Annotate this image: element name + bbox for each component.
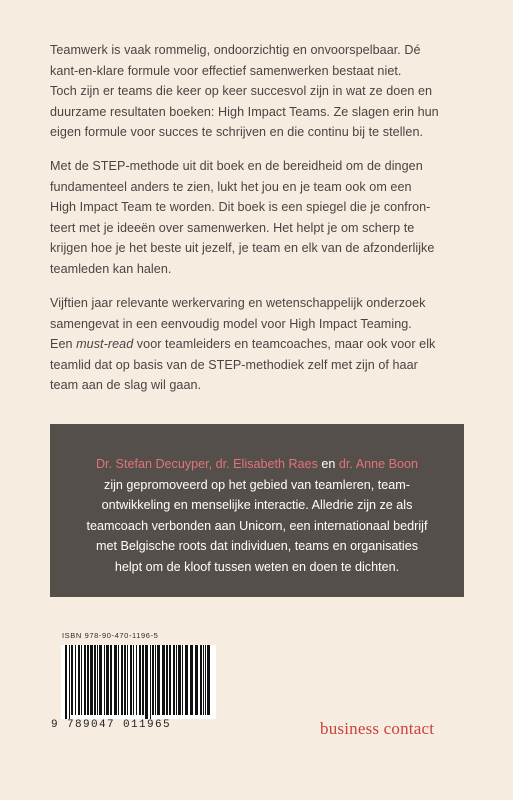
barcode-bar	[162, 645, 165, 715]
barcode-bar	[176, 645, 177, 715]
author-name-last: dr. Anne Boon	[338, 457, 419, 471]
bio-line: ontwikkeling en menselijke interactie. Alledrie zijn ze als	[101, 498, 413, 513]
barcode-bar	[185, 645, 188, 715]
isbn-label: ISBN 978-90-470-1196-5	[62, 631, 159, 640]
barcode-bar	[121, 645, 123, 715]
barcode-bar	[69, 645, 70, 719]
authors-bio	[50, 454, 464, 578]
text-line: eigen formule voor succes te schrijven en die continu bij te stellen.	[50, 125, 424, 140]
barcode-bar	[75, 645, 76, 715]
barcode-bar	[97, 645, 98, 715]
barcode-bar	[207, 645, 210, 715]
text-line: Teamwerk is vaak rommelig, ondoorzichtig en onvoorspelbaar. Dé	[50, 43, 421, 57]
text-line: duurzame resultaten boeken: High Impact Teams. Ze slagen erin hun	[50, 104, 439, 119]
barcode-bar	[65, 645, 67, 719]
barcode-bar	[195, 645, 198, 715]
text-segment: voor teamleiders en teamcoaches, maar ook voor elk	[133, 337, 436, 352]
text-line	[50, 334, 470, 355]
text-line: teamlid dat op basis van de STEP-methodiek zelf met zijn of haar	[50, 357, 418, 372]
text-line: Vijftien jaar relevante werkervaring en wetenschappelijk onderzoek	[50, 296, 426, 310]
bio-line: zijn gepromoveerd op het gebied van teamleren, team-	[104, 477, 410, 492]
barcode-bar	[173, 645, 175, 715]
barcode-bar	[139, 645, 141, 715]
barcode-bar	[157, 645, 160, 715]
barcode-bar	[169, 645, 171, 715]
barcode-bar	[71, 645, 73, 715]
barcode-bar	[203, 645, 204, 715]
barcode-bar	[87, 645, 89, 715]
barcode-bar	[145, 645, 148, 719]
barcode-bar	[84, 645, 86, 715]
barcode-bar	[78, 645, 80, 715]
text-line: High Impact Team te worden. Dit boek is een spiegel die je confron-	[50, 200, 431, 215]
author-names: Dr. Stefan Decuyper, dr. Elisabeth Raes	[95, 457, 318, 471]
barcode-bar	[190, 645, 193, 715]
barcode-bar	[124, 645, 126, 715]
must-read-emphasis: must-read	[76, 337, 134, 352]
barcode-bar	[99, 645, 102, 715]
barcode-bar	[182, 645, 183, 715]
bio-line: teamcoach verbonden aan Unicorn, een internationaal bedrijf	[86, 518, 428, 533]
barcode-bar	[106, 645, 109, 715]
text-line: krijgen hoe je het beste uit jezelf, je team en elk van de afzonderlijke	[50, 241, 435, 256]
barcode-bar	[127, 645, 128, 715]
barcode-bar	[152, 645, 154, 715]
and-word: en	[317, 457, 339, 471]
barcode-bar	[136, 645, 137, 715]
barcode-bar	[130, 645, 132, 715]
barcode-bar	[81, 645, 82, 715]
barcode-bar	[205, 645, 206, 715]
publisher-logo: business contact	[320, 719, 435, 738]
bio-line: met Belgische roots dat individuen, teams en organisaties	[95, 539, 419, 554]
text-line: kant-en-klare formule voor effectief samenwerken bestaat niet.	[50, 63, 402, 78]
barcode-bar	[133, 645, 134, 715]
intro-paragraph	[50, 40, 470, 143]
barcode-bar	[166, 645, 168, 715]
barcode-bar	[110, 645, 112, 715]
barcode-image	[61, 645, 216, 719]
bio-line: helpt om de kloof tussen weten en doen te dichten.	[114, 559, 400, 574]
authors-box	[50, 424, 464, 597]
text-line: Met de STEP-methode uit dit boek en de bereidheid om de dingen	[50, 159, 423, 173]
experience-paragraph	[50, 293, 470, 396]
barcode-bar	[155, 645, 156, 715]
text-line: Toch zijn er teams die keer op keer succesvol zijn in wat ze doen en	[50, 84, 433, 99]
barcode-bar	[118, 645, 119, 715]
barcode-bar	[200, 645, 202, 715]
text-line: fundamenteel anders te zien, lukt het jou en je team ook om een	[50, 179, 412, 194]
barcode-bar	[150, 645, 151, 719]
barcode-number: 9 789047 011965	[51, 719, 172, 731]
barcode-bar	[142, 645, 144, 715]
authors-line	[50, 454, 464, 475]
text-segment: Een	[50, 337, 77, 352]
text-line: samengevat in een eenvoudig model voor High Impact Teaming.	[50, 316, 412, 331]
barcode-bar	[104, 645, 105, 715]
barcode-bar	[94, 645, 96, 715]
barcode-bar	[178, 645, 181, 715]
text-line: teert met je ideeën over samenwerken. Het helpt je om scherp te	[50, 220, 415, 235]
text-line: team aan de slag wil gaan.	[50, 378, 202, 393]
text-line: teamleden kan halen.	[50, 261, 172, 276]
barcode-bar	[90, 645, 93, 715]
barcode-bar	[114, 645, 117, 715]
method-paragraph	[50, 156, 470, 280]
